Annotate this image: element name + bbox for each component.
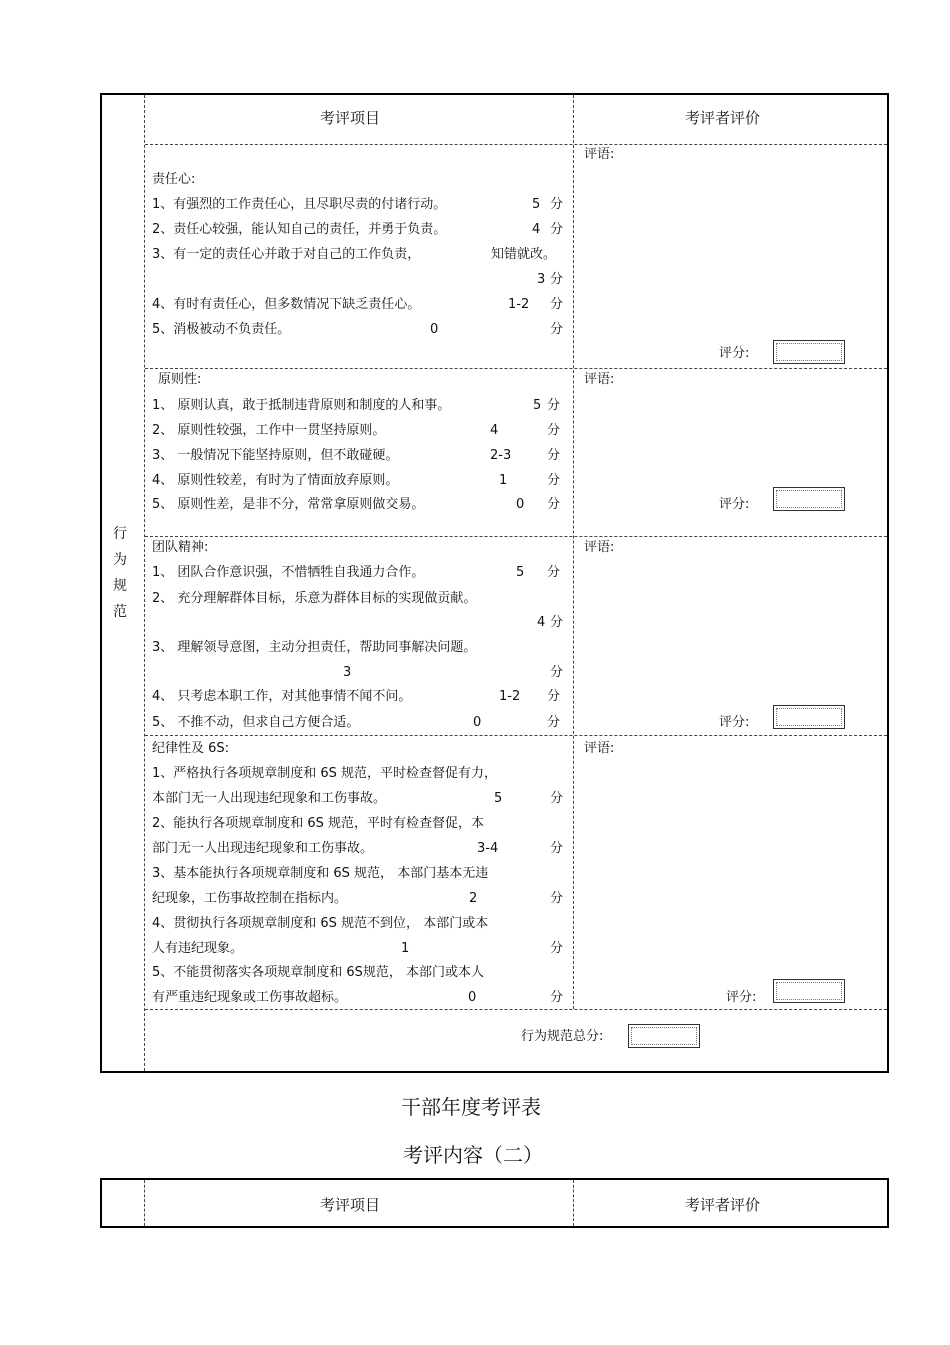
criterion-text-extra: 知错就改。 [491,247,557,262]
criterion-points: 5 [533,398,542,413]
points-unit: 分 [550,322,564,337]
score-input[interactable] [773,487,845,511]
points-unit: 分 [550,297,564,312]
table-bottom-border [100,1071,889,1073]
criterion-text: 1、 原则认真，敢于抵制违背原则和制度的人和事。 [152,398,451,413]
table-top-border [100,93,889,95]
criterion-points: 5 [494,791,503,806]
section-title: 责任心: [152,172,196,187]
criterion-text: 4、贯彻执行各项规章制度和 6S 规范不到位， 本部门或本 [152,916,489,931]
section-title: 原则性: [158,372,202,387]
criterion-points: 5 [516,565,525,580]
table-left-border [100,93,102,1073]
points-unit: 分 [547,715,561,730]
document-subtitle: 考评内容（二） [403,1143,543,1167]
points-unit: 分 [550,222,564,237]
points-unit: 分 [547,565,561,580]
points-unit: 分 [550,272,564,287]
points-unit: 分 [550,791,564,806]
side-label: 行 为 规 范 [113,526,127,620]
criterion-points: 0 [516,497,525,512]
section-title: 纪律性及 6S: [152,741,230,756]
points-unit: 分 [550,941,564,956]
column-divider [573,1180,574,1226]
criterion-text: 2、 充分理解群体目标，乐意为群体目标的实现做贡献。 [152,591,477,606]
table-right-border [887,1178,889,1228]
criterion-points: 1-2 [508,297,530,312]
total-score-label: 行为规范总分: [521,1029,604,1044]
points-unit: 分 [550,891,564,906]
criterion-points: 0 [430,322,439,337]
criterion-text: 5、 不推不动，但求自己方便合适。 [152,715,360,730]
document-title: 干部年度考评表 [401,1095,541,1119]
criterion-text: 3、有一定的责任心并敢于对自己的工作负责， [152,247,421,262]
criterion-points: 3 [537,272,546,287]
row-divider [145,536,887,537]
criterion-text: 5、 原则性差，是非不分，常常拿原则做交易。 [152,497,425,512]
criterion-text: 1、严格执行各项规章制度和 6S 规范，平时检查督促有力， [152,766,498,781]
header-evaluation: 考评者评价 [685,1196,761,1214]
criterion-text: 4、 原则性较差，有时为了情面放弃原则。 [152,473,399,488]
comment-label: 评语: [584,372,615,387]
row-divider [145,144,887,145]
table-bottom-border [100,1226,889,1228]
criterion-points: 4 [532,222,541,237]
criterion-text: 5、不能贯彻落实各项规章制度和 6S规范， 本部门或本人 [152,965,485,980]
side-column-divider [144,1180,145,1226]
table-right-border [887,93,889,1073]
points-unit: 分 [550,615,564,630]
row-divider [145,368,887,369]
score-input[interactable] [773,979,845,1003]
row-divider [145,1009,887,1010]
criterion-text: 本部门无一人出现违纪现象和工伤事故。 [152,791,387,806]
criterion-points: 2-3 [490,448,512,463]
points-unit: 分 [550,197,564,212]
row-divider [145,735,887,736]
score-label: 评分: [719,346,750,361]
score-label: 评分: [726,990,757,1005]
criterion-points: 1 [401,941,410,956]
criterion-text: 2、能执行各项规章制度和 6S 规范，平时有检查督促，本 [152,816,485,831]
header-item: 考评项目 [320,109,381,127]
table-top-border [100,1178,889,1180]
criterion-text: 4、有时有责任心，但多数情况下缺乏责任心。 [152,297,421,312]
header-evaluation: 考评者评价 [685,109,761,127]
points-unit: 分 [547,423,561,438]
criterion-text: 有严重违纪现象或工伤事故超标。 [152,990,348,1005]
criterion-text: 部门无一人出现违纪现象和工伤事故。 [152,841,374,856]
criterion-text: 3、 理解领导意图，主动分担责任，帮助同事解决问题。 [152,640,477,655]
points-unit: 分 [547,448,561,463]
criterion-text: 1、有强烈的工作责任心，且尽职尽责的付诸行动。 [152,197,447,212]
section-title: 团队精神: [152,540,209,555]
comment-label: 评语: [584,540,615,555]
points-unit: 分 [547,497,561,512]
comment-label: 评语: [584,147,615,162]
points-unit: 分 [547,689,561,704]
criterion-text: 纪现象，工伤事故控制在指标内。 [152,891,348,906]
criterion-points: 1 [499,473,508,488]
criterion-points: 4 [490,423,499,438]
criterion-text: 1、 团队合作意识强，不惜牺牲自我通力合作。 [152,565,425,580]
criterion-text: 人有违纪现象。 [152,941,244,956]
score-input[interactable] [773,340,845,364]
table-left-border [100,1178,102,1228]
criterion-text: 3、 一般情况下能坚持原则，但不敢碰硬。 [152,448,399,463]
criterion-text: 4、 只考虑本职工作，对其他事情不闻不问。 [152,689,412,704]
score-input[interactable] [773,705,845,729]
criterion-text: 3、基本能执行各项规章制度和 6S 规范， 本部门基本无违 [152,866,489,881]
criterion-points: 0 [473,715,482,730]
criterion-points: 0 [468,990,477,1005]
criterion-points: 1-2 [499,689,521,704]
criterion-points: 5 [532,197,541,212]
criterion-points: 4 [537,615,546,630]
criterion-points: 2 [469,891,478,906]
criterion-text: 2、 原则性较强，工作中一贯坚持原则。 [152,423,386,438]
comment-label: 评语: [584,741,615,756]
criterion-points: 3 [343,665,352,680]
points-unit: 分 [550,990,564,1005]
score-label: 评分: [719,715,750,730]
side-column-divider [144,95,145,1071]
score-label: 评分: [719,497,750,512]
criterion-text: 2、责任心较强，能认知自己的责任，并勇于负责。 [152,222,447,237]
criterion-text: 5、消极被动不负责任。 [152,322,291,337]
points-unit: 分 [550,841,564,856]
criterion-points: 3-4 [477,841,499,856]
total-score-input[interactable] [628,1024,700,1048]
points-unit: 分 [550,665,564,680]
header-item: 考评项目 [320,1196,381,1214]
column-divider [573,95,574,1009]
points-unit: 分 [547,398,561,413]
points-unit: 分 [547,473,561,488]
